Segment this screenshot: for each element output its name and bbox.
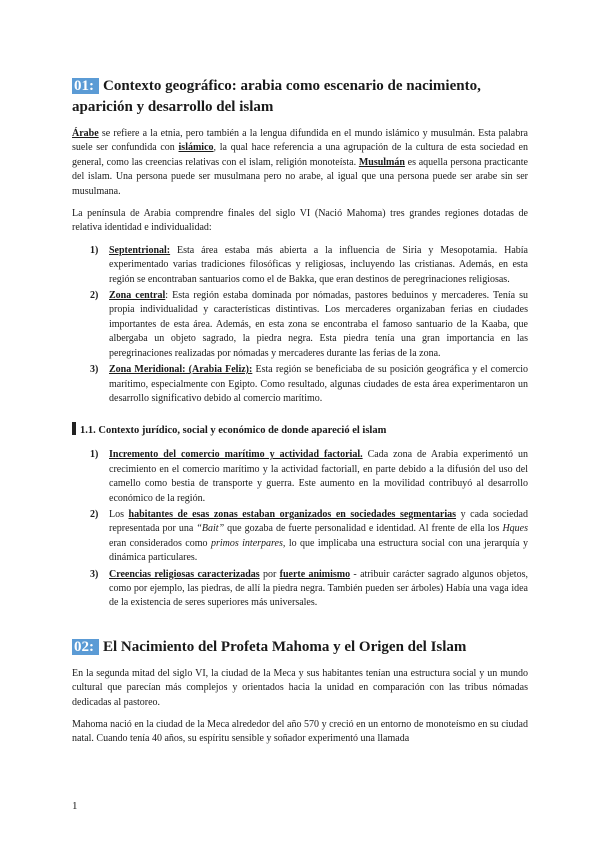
section-1-number: 01: [72,78,99,94]
term-primos-interpares: primos interpares, [210,537,286,549]
list-number: 2) [90,290,99,302]
list-label: Zona Meridional: (Arabia Feliz): [109,364,253,376]
term-islamico: islámico [178,142,214,154]
intro-text-3: es aquella persona practicante del islam. Una persona puede ser musulmana pero no arabe, al igual que una persona puede ser arabe sin ser musulmana. [72,156,528,197]
list-text: Esta área estaba más abierta a la influencia de Siria y Mesopotamia. Había experimentado varias tradiciones filosóficas y religiosas, incluyendo las cristianas. Además, en esta región se encontraban santuarios como el de Bakka, que eran destinos de peregrinaciones religiosas. [109,244,528,285]
list-text: por [259,568,280,580]
document-page [72,76,528,755]
intro-text-1: se refiere a la etnia, pero también a la lengua difundida en el mundo islámico y musulmán. Esta palabra suele ser confundida con [72,128,528,154]
subsection-1-1-title: 1.1. Contexto jurídico, social y económico de donde apareció el islam [80,425,387,437]
list-text: - atribuir carácter sagrado algunos objetos, como por ejemplo, las piedras, de allí la piedra negra. También pueden ser árboles) Había una vaga idea de la existencia de seres superiores más universales. [109,568,528,609]
list-label: Zona central [109,290,166,302]
list-item [72,568,528,611]
context-list [72,448,528,610]
list-item [72,508,528,566]
list-text: y cada sociedad representada por una [109,508,528,535]
list-item [72,244,528,287]
list-text: eran considerados como [109,537,211,549]
section-2-number: 02: [72,639,99,655]
list-text: Esta región se beneficiaba de su posición geográfica y el comercio marítimo, especialmente con Egipto. Como resultado, algunas ciudades de esta área experimentaron un desarrollo significativo debido al comercio marítimo. [109,364,528,404]
section-1-title: Contexto geográfico: arabia como escenario de nacimiento, aparición y desarrollo del islam [72,78,481,115]
heading-bar-marker [72,422,76,435]
list-label: habitantes de esas zonas estaban organizados en sociedades segmentarias [128,508,457,520]
list-number: 1) [90,449,99,461]
term-arabe: Árabe [72,128,99,139]
list-item [72,363,528,406]
subsection-1-1-heading [72,422,528,438]
list-number: 1) [90,244,99,256]
term-bait: “Bait” [196,523,225,535]
list-number: 3) [90,364,99,376]
list-label: Septentrional: [109,244,171,256]
list-item [72,289,528,361]
list-text: que gozaba de fuerte personalidad e identidad. Al frente de ella los [224,523,503,535]
list-label: fuerte animismo [279,568,351,580]
list-label: Incremento del comercio marítimo y actividad factorial. [109,449,363,461]
term-hques: Hques [502,523,528,535]
list-text: Cada zona de Arabia experimentó un crecimiento en el comercio marítimo y la actividad factoriall, en parte debido a la difusión del uso del camello como bestia de transporte y guerra. Este aumento en la movilidad contribuyó al desarrollo económico de la región. [109,449,528,504]
regions-intro-paragraph: La península de Arabia comprendre finales del siglo VI (Nació Mahoma) tres grandes regiones dotadas de relativa identidad e individualidad: [72,208,528,234]
section-2-heading [72,637,528,658]
list-number: 3) [90,568,99,580]
list-text: lo que implicaba una estructura social con una jerarquía y dinámica particulares. [109,537,528,564]
list-item [72,448,528,506]
regions-list [72,244,528,406]
section-2-title: El Nacimiento del Profeta Mahoma y el Origen del Islam [103,638,467,655]
section-2-paragraph-2: Mahoma nació en la ciudad de la Meca alrededor del año 570 y creció en un entorno de monoteísmo en su ciudad natal. Cuando tenía 40 años, su espíritu sensible y soñador experimentó una llamada [72,719,528,745]
list-label: Creencias religiosas caracterizadas [109,568,260,580]
intro-text-2: , la qual hace referencia a una agrupación de la cultura de esta sociedad en general, como las creencias relativas con el islam, religión monoteísta. [72,142,528,168]
section-2-paragraph-1: En la segunda mitad del siglo VI, la ciudad de la Meca y sus habitantes tenían una estructura social y un mundo cultural que parecían más complejos y orientados hacia la unidad en comparación con las tribus nómadas dedicadas al pastoreo. [72,667,528,708]
list-text: : Esta región estaba dominada por nómadas, pastores beduinos y mercaderes. Tenía su propia individualidad y características distintivas. Los mercaderes organizaban ferias en ciudades importantes de esta área. Además, en esta zona se encontraba el famoso santuario de la Kaaba, que albergaba un objeto sagrado, la piedra negra. Esta piedra tenía una gran importancia en las peregrinaciones realizadas por nómadas y mercaderes durante las ferias de la zona. [109,290,529,359]
term-musulman: Musulmán [358,156,405,168]
page-number: 1 [72,800,78,812]
intro-paragraph [72,127,528,199]
list-number: 2) [90,508,99,520]
list-text: Los [109,508,129,520]
section-1-heading [72,76,528,118]
